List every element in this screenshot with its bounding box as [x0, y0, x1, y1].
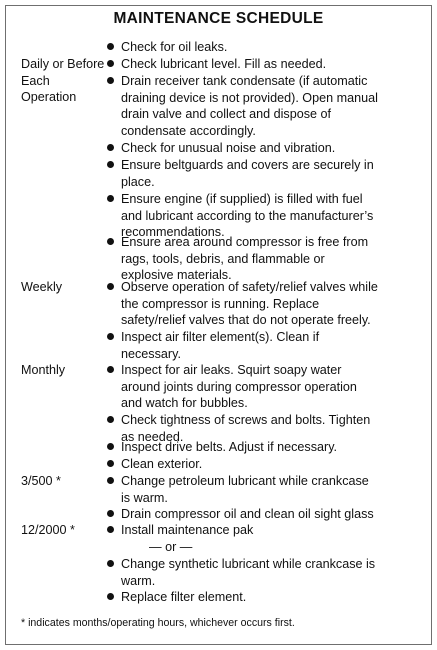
list-item: Inspect for air leaks. Squirt soapy water around joints during compressor operation and watch for bubbles.: [121, 362, 421, 412]
list-item: Drain receiver tank condensate (if automatic draining device is not provided). Open manual drain valve and collect and dispose of condensate accordingly.: [121, 73, 421, 139]
bullet-icon: [107, 77, 114, 84]
list-item: Install maintenance pak: [121, 522, 421, 539]
bullet-icon: [107, 43, 114, 50]
list-item: Clean exterior.: [121, 456, 421, 473]
bullet-icon: [107, 477, 114, 484]
list-item: Inspect air filter element(s). Clean if necessary.: [121, 329, 421, 362]
list-item: Change synthetic lubricant while crankcase is warm.: [121, 556, 421, 589]
schedule-title: MAINTENANCE SCHEDULE: [113, 10, 324, 27]
list-item: Check for unusual noise and vibration.: [121, 140, 421, 157]
list-item: Check lubricant level. Fill as needed.: [121, 56, 421, 73]
list-item: Check for oil leaks.: [121, 39, 421, 56]
bullet-icon: [107, 161, 114, 168]
list-item: Inspect drive belts. Adjust if necessary.: [121, 439, 421, 456]
list-item: Ensure beltguards and covers are securely in place.: [121, 157, 421, 190]
bullet-icon: [107, 560, 114, 567]
bullet-icon: [107, 283, 114, 290]
list-item: Check tightness of screws and bolts. Tighten as needed.: [121, 412, 421, 445]
bullet-icon: [107, 144, 114, 151]
bullet-icon: [107, 416, 114, 423]
bullet-icon: [107, 60, 114, 67]
list-item: Ensure area around compressor is free from rags, tools, debris, and flammable or explosive materials.: [121, 234, 421, 284]
list-item: Ensure engine (if supplied) is filled with fuel and lubricant according to the manufacturer’s recommendations.: [121, 191, 421, 241]
section-label-daily: Daily or Before Each Operation: [21, 57, 105, 104]
bullet-icon: [107, 366, 114, 373]
list-item: Change petroleum lubricant while crankcase is warm.: [121, 473, 421, 506]
list-item: Drain compressor oil and clean oil sight glass: [121, 506, 421, 523]
bullet-icon: [107, 195, 114, 202]
bullet-icon: [107, 460, 114, 467]
section-label-monthly: Monthly: [21, 363, 66, 377]
bullet-icon: [107, 333, 114, 340]
section-label-12-2000: 12/2000 *: [21, 523, 75, 537]
bullet-icon: [107, 526, 114, 533]
bullet-icon: [107, 443, 114, 450]
section-label-weekly: Weekly: [21, 280, 63, 294]
maintenance-schedule-panel: [5, 5, 432, 645]
bullet-icon: [107, 238, 114, 245]
footnote: * indicates months/operating hours, whichever occurs first.: [21, 617, 295, 629]
or-separator: — or —: [149, 540, 193, 554]
section-label-3-500: 3/500 *: [21, 474, 61, 488]
list-item: Replace filter element.: [121, 589, 421, 606]
bullet-icon: [107, 510, 114, 517]
bullet-icon: [107, 593, 114, 600]
list-item: Observe operation of safety/relief valves while the compressor is running. Replace safety/relief valves that do not operate freely.: [121, 279, 421, 329]
